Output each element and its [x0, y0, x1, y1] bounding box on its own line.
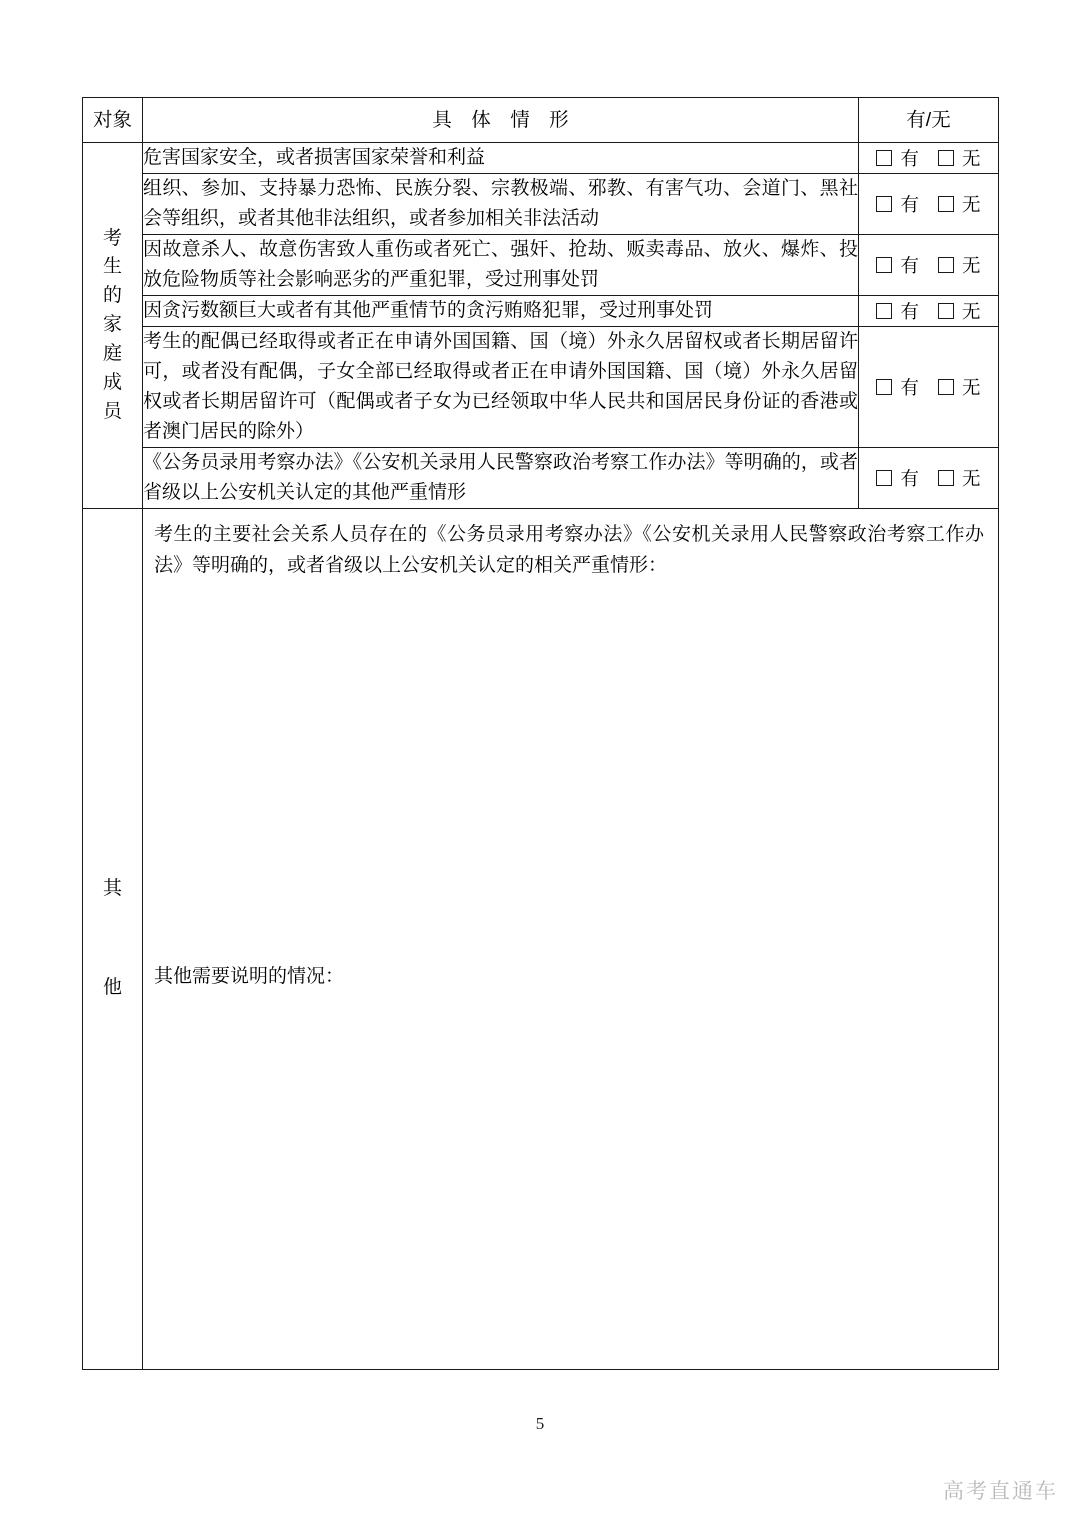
checkbox-yes-label: 有: [900, 468, 919, 490]
checkbox-yes-label: 有: [900, 377, 919, 399]
table-row: [83, 235, 999, 296]
checkbox-group: [869, 252, 987, 278]
checkbox-no[interactable]: [938, 252, 981, 278]
other-intro-text: 考生的主要社会关系人员存在的《公务员录用考察办法》《公安机关录用人民警察政治考察工作办法》等明确的，或者省级以上公安机关认定的相关严重情形：: [154, 524, 984, 576]
header-cell-yesno: 有/无: [859, 98, 999, 143]
checkbox-group: [869, 298, 987, 324]
detail-text: 危害国家安全，或者损害国家荣誉和利益: [143, 143, 859, 174]
checkbox-square-icon[interactable]: [938, 150, 954, 166]
checkbox-square-icon[interactable]: [876, 257, 892, 273]
yesno-cell: [859, 448, 999, 509]
checkbox-square-icon[interactable]: [876, 196, 892, 212]
yesno-cell: [859, 143, 999, 174]
header-cell-object: 对象: [83, 98, 143, 143]
table-row-other: [83, 509, 999, 1370]
table-row: [83, 143, 999, 174]
checkbox-no-label: 无: [962, 301, 981, 323]
checkbox-yes-label: 有: [900, 148, 919, 169]
checkbox-no-label: 无: [962, 194, 981, 216]
yesno-cell: [859, 235, 999, 296]
checkbox-square-icon[interactable]: [938, 257, 954, 273]
checkbox-square-icon[interactable]: [938, 303, 954, 319]
checkbox-square-icon[interactable]: [876, 150, 892, 166]
group-label-text: 考生的家庭成员: [103, 227, 123, 422]
checkbox-yes-label: 有: [900, 255, 919, 277]
group-label-text: 其他: [103, 878, 123, 999]
table-row: [83, 327, 999, 448]
checkbox-group: [869, 465, 987, 491]
checkbox-square-icon[interactable]: [938, 470, 954, 486]
page-number: 5: [535, 1414, 545, 1433]
table-row: [83, 448, 999, 509]
checkbox-no[interactable]: [938, 145, 981, 171]
checkbox-group: [869, 191, 987, 217]
table-header-row: [83, 98, 999, 143]
checkbox-no[interactable]: [938, 374, 981, 400]
political-review-form-table: [82, 97, 999, 1370]
yesno-cell: [859, 174, 999, 235]
yesno-cell: [859, 296, 999, 327]
detail-text: 组织、参加、支持暴力恐怖、民族分裂、宗教极端、邪教、有害气功、会道门、黑社会等组织，或者其他非法组织，或者参加相关非法活动: [143, 174, 859, 235]
group-label-other: [83, 509, 143, 1370]
checkbox-no[interactable]: [938, 298, 981, 324]
other-inner: [143, 509, 998, 1369]
checkbox-square-icon[interactable]: [938, 196, 954, 212]
checkbox-yes[interactable]: [876, 252, 919, 278]
watermark: 高考直通车: [943, 1480, 1058, 1503]
checkbox-no-label: 无: [962, 377, 981, 399]
checkbox-yes[interactable]: [876, 374, 919, 400]
detail-text: 考生的配偶已经取得或者正在申请外国国籍、国（境）外永久居留权或者长期居留许可，或者没有配偶，子女全部已经取得或者正在申请外国国籍、国（境）外永久居留权或者长期居留许可（配偶或者子女为已经领取中华人民共和国居民身份证的香港或者澳门居民的除外）: [143, 327, 859, 448]
checkbox-square-icon[interactable]: [938, 379, 954, 395]
table-row: [83, 296, 999, 327]
group-label-family-members: [83, 143, 143, 509]
yesno-cell: [859, 327, 999, 448]
detail-text: 因故意杀人、故意伤害致人重伤或者死亡、强奸、抢劫、贩卖毒品、放火、爆炸、投放危险物质等社会影响恶劣的严重犯罪，受过刑事处罚: [143, 235, 859, 296]
checkbox-no-label: 无: [962, 255, 981, 277]
checkbox-yes[interactable]: [876, 145, 919, 171]
checkbox-square-icon[interactable]: [876, 303, 892, 319]
checkbox-yes[interactable]: [876, 191, 919, 217]
table-row: [83, 174, 999, 235]
checkbox-no[interactable]: [938, 465, 981, 491]
detail-text: 《公务员录用考察办法》《公安机关录用人民警察政治考察工作办法》等明确的，或者省级以上公安机关认定的其他严重情形: [143, 448, 859, 509]
checkbox-no-label: 无: [962, 148, 981, 169]
checkbox-square-icon[interactable]: [876, 470, 892, 486]
checkbox-group: [869, 374, 987, 400]
checkbox-square-icon[interactable]: [876, 379, 892, 395]
checkbox-yes-label: 有: [900, 301, 919, 323]
other-freeform-cell[interactable]: [143, 509, 999, 1370]
checkbox-no-label: 无: [962, 468, 981, 490]
checkbox-no[interactable]: [938, 191, 981, 217]
checkbox-yes-label: 有: [900, 194, 919, 216]
checkbox-group: [869, 145, 987, 171]
checkbox-yes[interactable]: [876, 465, 919, 491]
header-cell-detail: 具 体 情 形: [143, 98, 859, 143]
other-second-text: 其他需要说明的情况：: [154, 966, 345, 988]
checkbox-yes[interactable]: [876, 298, 919, 324]
detail-text: 因贪污数额巨大或者有其他严重情节的贪污贿赂犯罪，受过刑事处罚: [143, 296, 859, 327]
